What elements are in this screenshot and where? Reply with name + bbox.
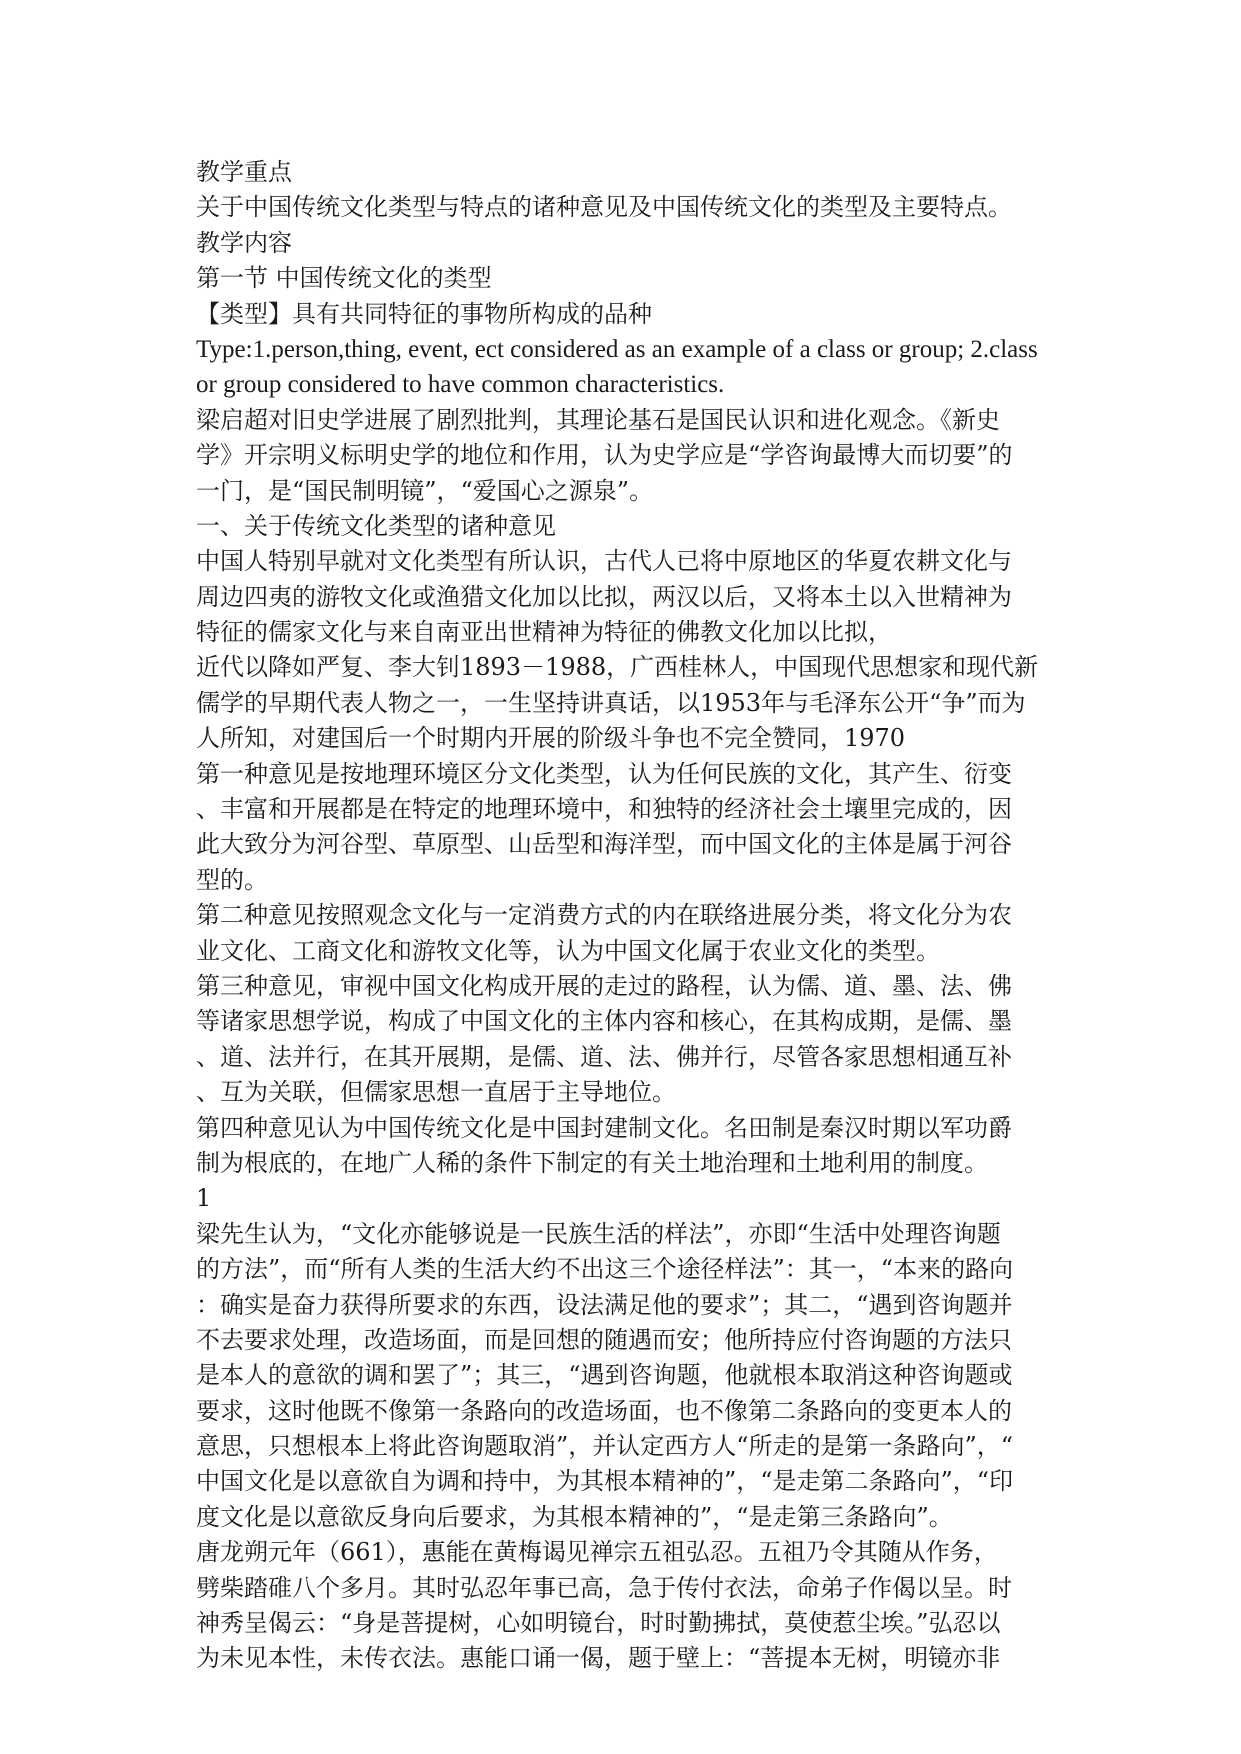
text-line: 第一种意见是按地理环境区分文化类型，认为任何民族的文化，其产生、衍变	[196, 759, 1012, 788]
text-line: 的方法”，而“所有人类的生活大约不出这三个途径样法”：其一，“本来的路向	[196, 1255, 1014, 1284]
text-line: 唐龙朔元年（661），惠能在黄梅谒见禅宗五祖弘忍。五祖乃令其随从作务，	[196, 1538, 998, 1567]
text-line: 第四种意见认为中国传统文化是中国封建制文化。名田制是秦汉时期以军功爵	[196, 1113, 1012, 1142]
definition-line: 【类型】具有共同特征的事物所构成的品种	[196, 299, 652, 328]
text-line: 是本人的意欲的调和罢了”；其三，“遇到咨询题，他就根本取消这种咨询题或	[196, 1361, 1013, 1390]
heading-teaching-focus: 教学重点	[196, 158, 292, 186]
text-line: 、丰富和开展都是在特定的地理环境中，和独特的经济社会土壤里完成的，因	[196, 795, 1012, 824]
english-definition-line: or group considered to have common characteristics.	[196, 371, 725, 399]
subsection-title: 一、关于传统文化类型的诸种意见	[196, 511, 556, 540]
text-line: 此大致分为河谷型、草原型、山岳型和海洋型，而中国文化的主体是属于河谷	[196, 830, 1012, 859]
text-line: 等诸家思想学说，构成了中国文化的主体内容和核心，在其构成期，是儒、墨	[196, 1007, 1012, 1036]
text-line: 制为根底的，在地广人稀的条件下制定的有关土地治理和土地利用的制度。	[196, 1148, 988, 1177]
heading-teaching-content: 教学内容	[196, 228, 292, 257]
text-line: 学》开宗明义标明史学的地位和作用，认为史学应是“学咨询最博大而切要”的	[196, 441, 1013, 470]
text-line: 人所知，对建国后一个时期内开展的阶级斗争也不完全赞同，1970	[196, 724, 906, 753]
page-number: 1	[196, 1184, 212, 1213]
text-line: 一门，是“国民制明镜”，“爱国心之源泉”。	[196, 476, 654, 505]
text-line: 儒学的早期代表人物之一，一生坚持讲真话，以1953年与毛泽东公开“争”而为	[196, 688, 1026, 717]
text-line: 梁先生认为，“文化亦能够说是一民族生活的样法”，亦即“生活中处理咨询题	[196, 1219, 1001, 1248]
text-line: 关于中国传统文化类型与特点的诸种意见及中国传统文化的类型及主要特点。	[196, 193, 1012, 222]
text-line: 近代以降如严复、李大钊1893－1988，广西桂林人，中国现代思想家和现代新	[196, 653, 1039, 682]
text-line: 、道、法并行，在其开展期，是儒、道、法、佛并行，尽管各家思想相通互补	[196, 1042, 1012, 1071]
text-line: 中国文化是以意欲自为调和持中，为其根本精神的”，“是走第二条路向”，“印	[196, 1467, 1014, 1496]
english-definition-line: Type:1.person,thing, event, ect considered as an example of a class or group; 2.class	[196, 335, 1038, 363]
document-body	[196, 155, 1056, 1677]
text-line: 梁启超对旧史学进展了剧烈批判，其理论基石是国民认识和进化观念。《新史	[196, 405, 1000, 434]
text-line: 要求，这时他既不像第一条路向的改造场面，也不像第二条路向的变更本人的	[196, 1396, 1012, 1425]
section-title: 第一节 中国传统文化的类型	[196, 264, 492, 293]
text-line: 意思，只想根本上将此咨询题取消”，并认定西方人“所走的是第一条路向”，“	[196, 1432, 1014, 1461]
text-line: 劈柴踏碓八个多月。其时弘忍年事已高，急于传付衣法，命弟子作偈以呈。时	[196, 1573, 1012, 1602]
text-line: 中国人特别早就对文化类型有所认识，古代人已将中原地区的华夏农耕文化与	[196, 547, 1012, 576]
text-line: ：确实是奋力获得所要求的东西，设法满足他的要求”；其二，“遇到咨询题并	[196, 1290, 1013, 1319]
text-line: 、互为关联，但儒家思想一直居于主导地位。	[196, 1078, 676, 1107]
text-line: 特征的儒家文化与来自南亚出世精神为特征的佛教文化加以比拟，	[196, 618, 892, 647]
text-line: 神秀呈偈云：“身是菩提树，心如明镜台，时时勤拂拭，莫使惹尘埃。”弘忍以	[196, 1609, 1001, 1638]
text-line: 第二种意见按照观念文化与一定消费方式的内在联络进展分类，将文化分为农	[196, 901, 1012, 930]
text-line: 型的。	[196, 865, 268, 894]
text-line: 不去要求处理，改造场面，而是回想的随遇而安；他所持应付咨询题的方法只	[196, 1325, 1012, 1354]
text-line: 周边四夷的游牧文化或渔猎文化加以比拟，两汉以后，又将本土以入世精神为	[196, 582, 1012, 611]
text-line: 度文化是以意欲反身向后要求，为其根本精神的”，“是走第三条路向”。	[196, 1502, 953, 1531]
text-line: 为未见本性，未传衣法。惠能口诵一偈，题于壁上：“菩提本无树，明镜亦非	[196, 1644, 1001, 1673]
text-line: 第三种意见，审视中国文化构成开展的走过的路程，认为儒、道、墨、法、佛	[196, 971, 1012, 1000]
text-line: 业文化、工商文化和游牧文化等，认为中国文化属于农业文化的类型。	[196, 936, 940, 965]
